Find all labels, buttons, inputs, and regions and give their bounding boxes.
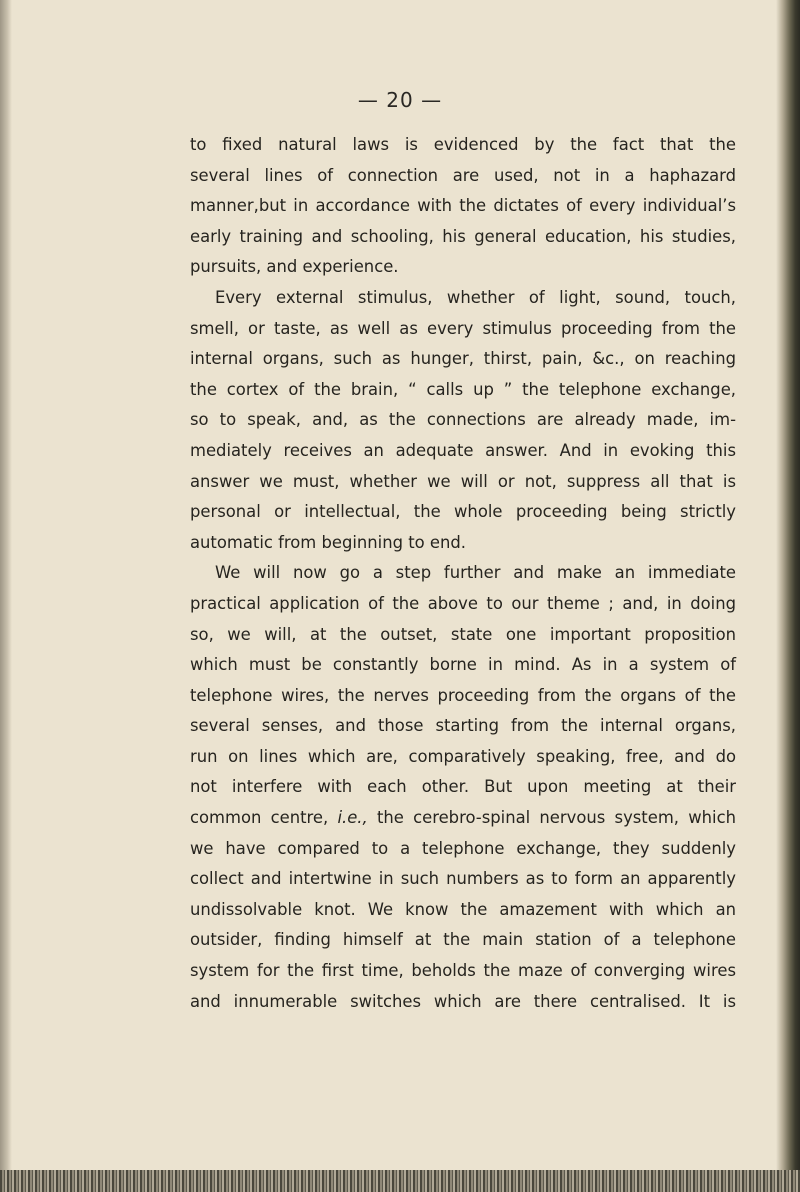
text-line: not interfere with each other. But upon meeting at their	[190, 777, 736, 797]
page-bottom-edge	[0, 1170, 800, 1192]
text-line: the cortex of the brain, “ calls up ” the telephone exchange,	[190, 379, 736, 399]
page-number: — 20 —	[357, 88, 443, 112]
text-line: smell, or taste, as well as every stimulus proceeding from the	[190, 318, 736, 338]
italic-abbreviation: i.e.,	[337, 808, 368, 828]
text-line: run on lines which are, comparatively speaking, free, and do	[190, 746, 736, 766]
text-line: which must be constantly borne in mind. As in a system of	[190, 655, 736, 675]
paragraph-start-line: Every external stimulus, whether of light, sound, touch,	[215, 287, 736, 307]
text-line: and innumerable switches which are there centralised. It is	[190, 991, 736, 1011]
text-line: internal organs, such as hunger, thirst, pain, &c., on reaching	[190, 349, 736, 369]
text-segment: common centre,	[190, 808, 338, 828]
text-line: early training and schooling, his general education, his studies,	[190, 226, 736, 246]
text-line: practical application of the above to our theme ; and, in doing	[190, 593, 736, 613]
text-line: pursuits, and experience.	[190, 257, 399, 277]
text-line: automatic from beginning to end.	[190, 532, 466, 552]
text-line: outsider, finding himself at the main station of a telephone	[190, 930, 736, 950]
text-line: collect and intertwine in such numbers as to form an apparently	[190, 869, 736, 889]
text-line: mediately receives an adequate answer. And in evoking this	[190, 440, 736, 460]
text-line: so, we will, at the outset, state one important proposition	[190, 624, 736, 644]
text-line: system for the first time, beholds the maze of converging wires	[190, 961, 736, 981]
body-text	[190, 130, 736, 1017]
book-spine-shadow	[776, 0, 800, 1192]
text-line: undissolvable knot. We know the amazement with which an	[190, 899, 736, 919]
text-line: several senses, and those starting from the internal organs,	[190, 716, 736, 736]
text-line: to fixed natural laws is evidenced by the fact that the	[190, 135, 736, 154]
text-line	[190, 803, 736, 834]
text-segment: the cerebro-spinal nervous system, which	[367, 808, 736, 828]
text-line: personal or intellectual, the whole proceeding being strictly	[190, 502, 736, 522]
text-line: answer we must, whether we will or not, suppress all that is	[190, 471, 736, 491]
text-line: so to speak, and, as the connections are already made, im-	[190, 410, 736, 430]
text-line: several lines of connection are used, not in a haphazard	[190, 165, 736, 185]
text-line: manner,but in accordance with the dictates of every individual’s	[190, 196, 736, 216]
page-left-edge	[0, 0, 12, 1192]
text-line: telephone wires, the nerves proceeding from the organs of the	[190, 685, 736, 705]
text-line: we have compared to a telephone exchange, they suddenly	[190, 838, 736, 858]
paragraph-start-line: We will now go a step further and make an immediate	[215, 563, 736, 583]
